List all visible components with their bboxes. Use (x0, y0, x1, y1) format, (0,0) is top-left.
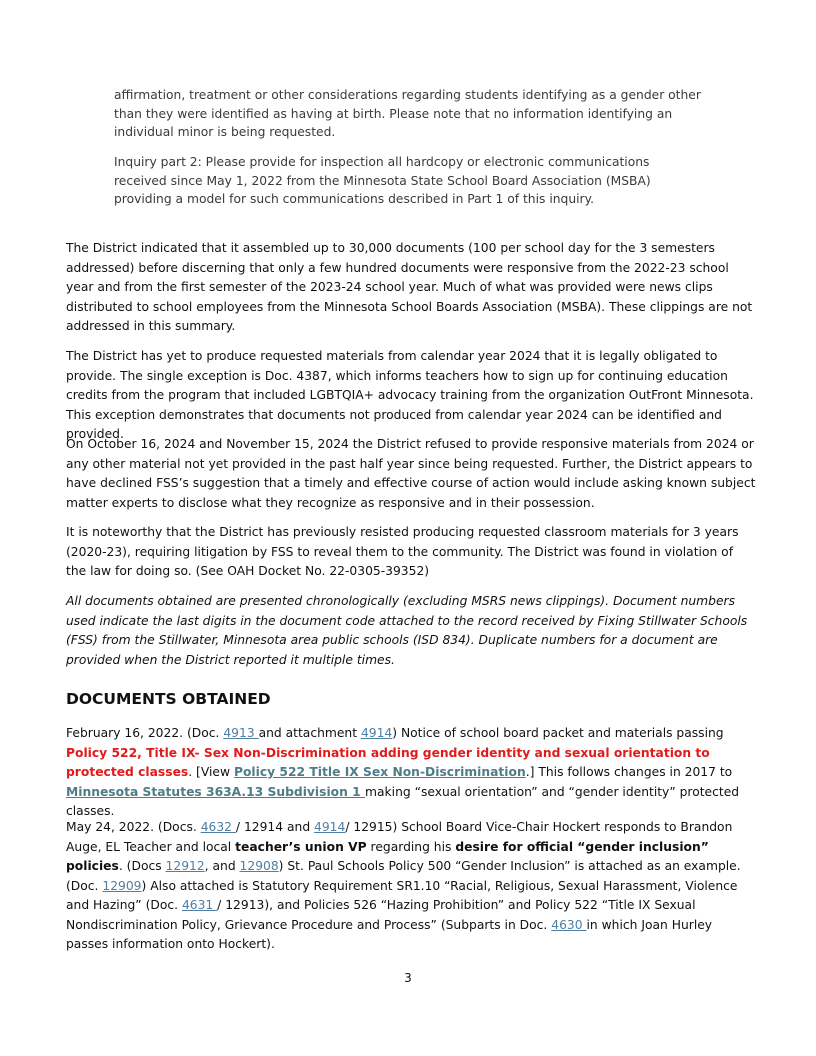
entry2-text: . (Docs (118, 859, 166, 873)
entry-feb-16-2022 (66, 724, 756, 822)
quoted-inquiry-part1: affirmation, treatment or other considerations regarding students identifying as a gender other than they were identified as having at birth. Please note that no information identifying an individual minor is being requested. (114, 88, 701, 139)
doc-link-4632[interactable]: 4632 (200, 820, 236, 834)
paragraph-documents-assembled: The District indicated that it assembled up to 30,000 documents (100 per school day for the 3 semesters addressed) before discerning that only a few hundred documents were responsive from the 2022-23 school year and from the first semester of the 2023-24 school year. Much of what was provided were news clips distributed to school employees from the Minnesota School Boards Association (MSBA). These clippings are not addressed in this summary. (66, 241, 753, 333)
doc-link-12912[interactable]: 12912 (165, 859, 205, 873)
entry2-text: regarding his (366, 839, 456, 854)
litigation-line-2: (2020-23), requiring litigation by FSS to reveal them to the community. The District was found in violation of (66, 544, 734, 559)
entry1-text: . [View (188, 765, 234, 779)
entry2-text: in which Joan Hurley passes information onto Hockert). (66, 917, 713, 951)
entry1-text: .] This follows changes in 2017 to (525, 765, 733, 779)
policy-522-highlight: Policy 522, Title IX- Sex Non-Discrimination adding gender identity and sexual orientation to protected classes (66, 745, 710, 779)
doc-link-4913[interactable]: 4913 (223, 726, 259, 740)
entry2-text: ) Also attached is Statutory Requirement SR1.10 “Racial, Religious, Sexual Harassment, Violence and Hazing” (Doc. (66, 878, 738, 912)
litigation-line-1: It is noteworthy that the District has previously resisted producing requested classroom materials for 3 years (66, 525, 739, 539)
entry1-text: making “sexual orientation” and “gender identity” protected classes. (66, 784, 740, 818)
section-heading: DOCUMENTS OBTAINED (66, 690, 271, 708)
entry2-text: / 12913), and Policies 526 “Hazing Prohibition” and Policy 522 “Title IX Sexual Nondiscrimination Policy, Grievance Procedure and Process” (Subparts in Doc. (66, 898, 696, 932)
entry2-text: , and (204, 859, 240, 873)
statute-363a13-link[interactable]: Minnesota Statutes 363A.13 Subdivision 1 (66, 784, 366, 799)
entry-may-24-2022 (66, 818, 756, 955)
entry2-text: ) St. Paul Schools Policy 500 “Gender Inclusion” is attached as an example. (Doc. (66, 859, 741, 893)
policy-522-link[interactable]: Policy 522 Title IX Sex Non-Discrimination (233, 765, 526, 779)
paragraph-prior-litigation (66, 523, 756, 582)
union-vp-bold: teacher’s union VP (235, 839, 367, 854)
entry1-text: February 16, 2022. (Doc. (66, 726, 224, 740)
litigation-line-3: the law for doing so. (See OAH Docket No. 22-0305-39352) (66, 564, 430, 578)
doc-link-4630[interactable]: 4630 (551, 917, 587, 932)
paragraph-refusal: On October 16, 2024 and November 15, 2024 the District refused to provide responsive materials from 2024 or any other material not yet provided in the past half year since being requested. Further, the District appears to have declined FSS’s suggestion that a timely and effective course of action would include asking known subject matter experts to disclose what they recognize as responsive and in their possession. (66, 437, 756, 510)
entry1-text: ) Notice of school board packet and materials passing (392, 726, 724, 740)
entry2-text: May 24, 2022. (Docs. (66, 820, 201, 834)
entry1-text: and attachment (258, 726, 361, 740)
doc-link-4631[interactable]: 4631 (181, 898, 218, 912)
entry2-text: / 12915) School Board Vice-Chair Hockert responds to Brandon Auge, EL Teacher and local (66, 820, 733, 854)
doc-link-4914[interactable]: 4914 (360, 726, 393, 740)
page-number: 3 (404, 971, 412, 985)
paragraph-2024-materials: The District has yet to produce requested materials from calendar year 2024 that it is legally obligated to provide. The single exception is Doc. 4387, which informs teachers how to sign up for continuing education credits from the program that included LGBTQIA+ advocacy training from the organization OutFront Minnesota. This exception demonstrates that documents not produced from calendar year 2024 can be identified and provided. (66, 349, 754, 441)
doc-link-12908[interactable]: 12908 (239, 859, 279, 873)
italic-method-note: All documents obtained are presented chronologically (excluding MSRS news clippings). Document numbers used indicate the last digits in the document code attached to the record received by Fixing Stillwater Schools (FSS) from the Stillwater, Minnesota area public schools (ISD 834). Duplicate numbers for a document are provided when the District reported it multiple times. (66, 594, 748, 667)
gender-inclusion-bold: desire for official “gender inclusion” policies (66, 839, 709, 873)
entry2-text: / 12914 and (235, 820, 315, 834)
doc-link-12909[interactable]: 12909 (102, 878, 142, 893)
quoted-inquiry-part2: Inquiry part 2: Please provide for inspection all hardcopy or electronic communications received since May 1, 2022 from the Minnesota State School Board Association (MSBA) providing a model for such communications described in Part 1 of this inquiry. (114, 155, 651, 206)
doc-link-4914[interactable]: 4914 (314, 820, 346, 834)
